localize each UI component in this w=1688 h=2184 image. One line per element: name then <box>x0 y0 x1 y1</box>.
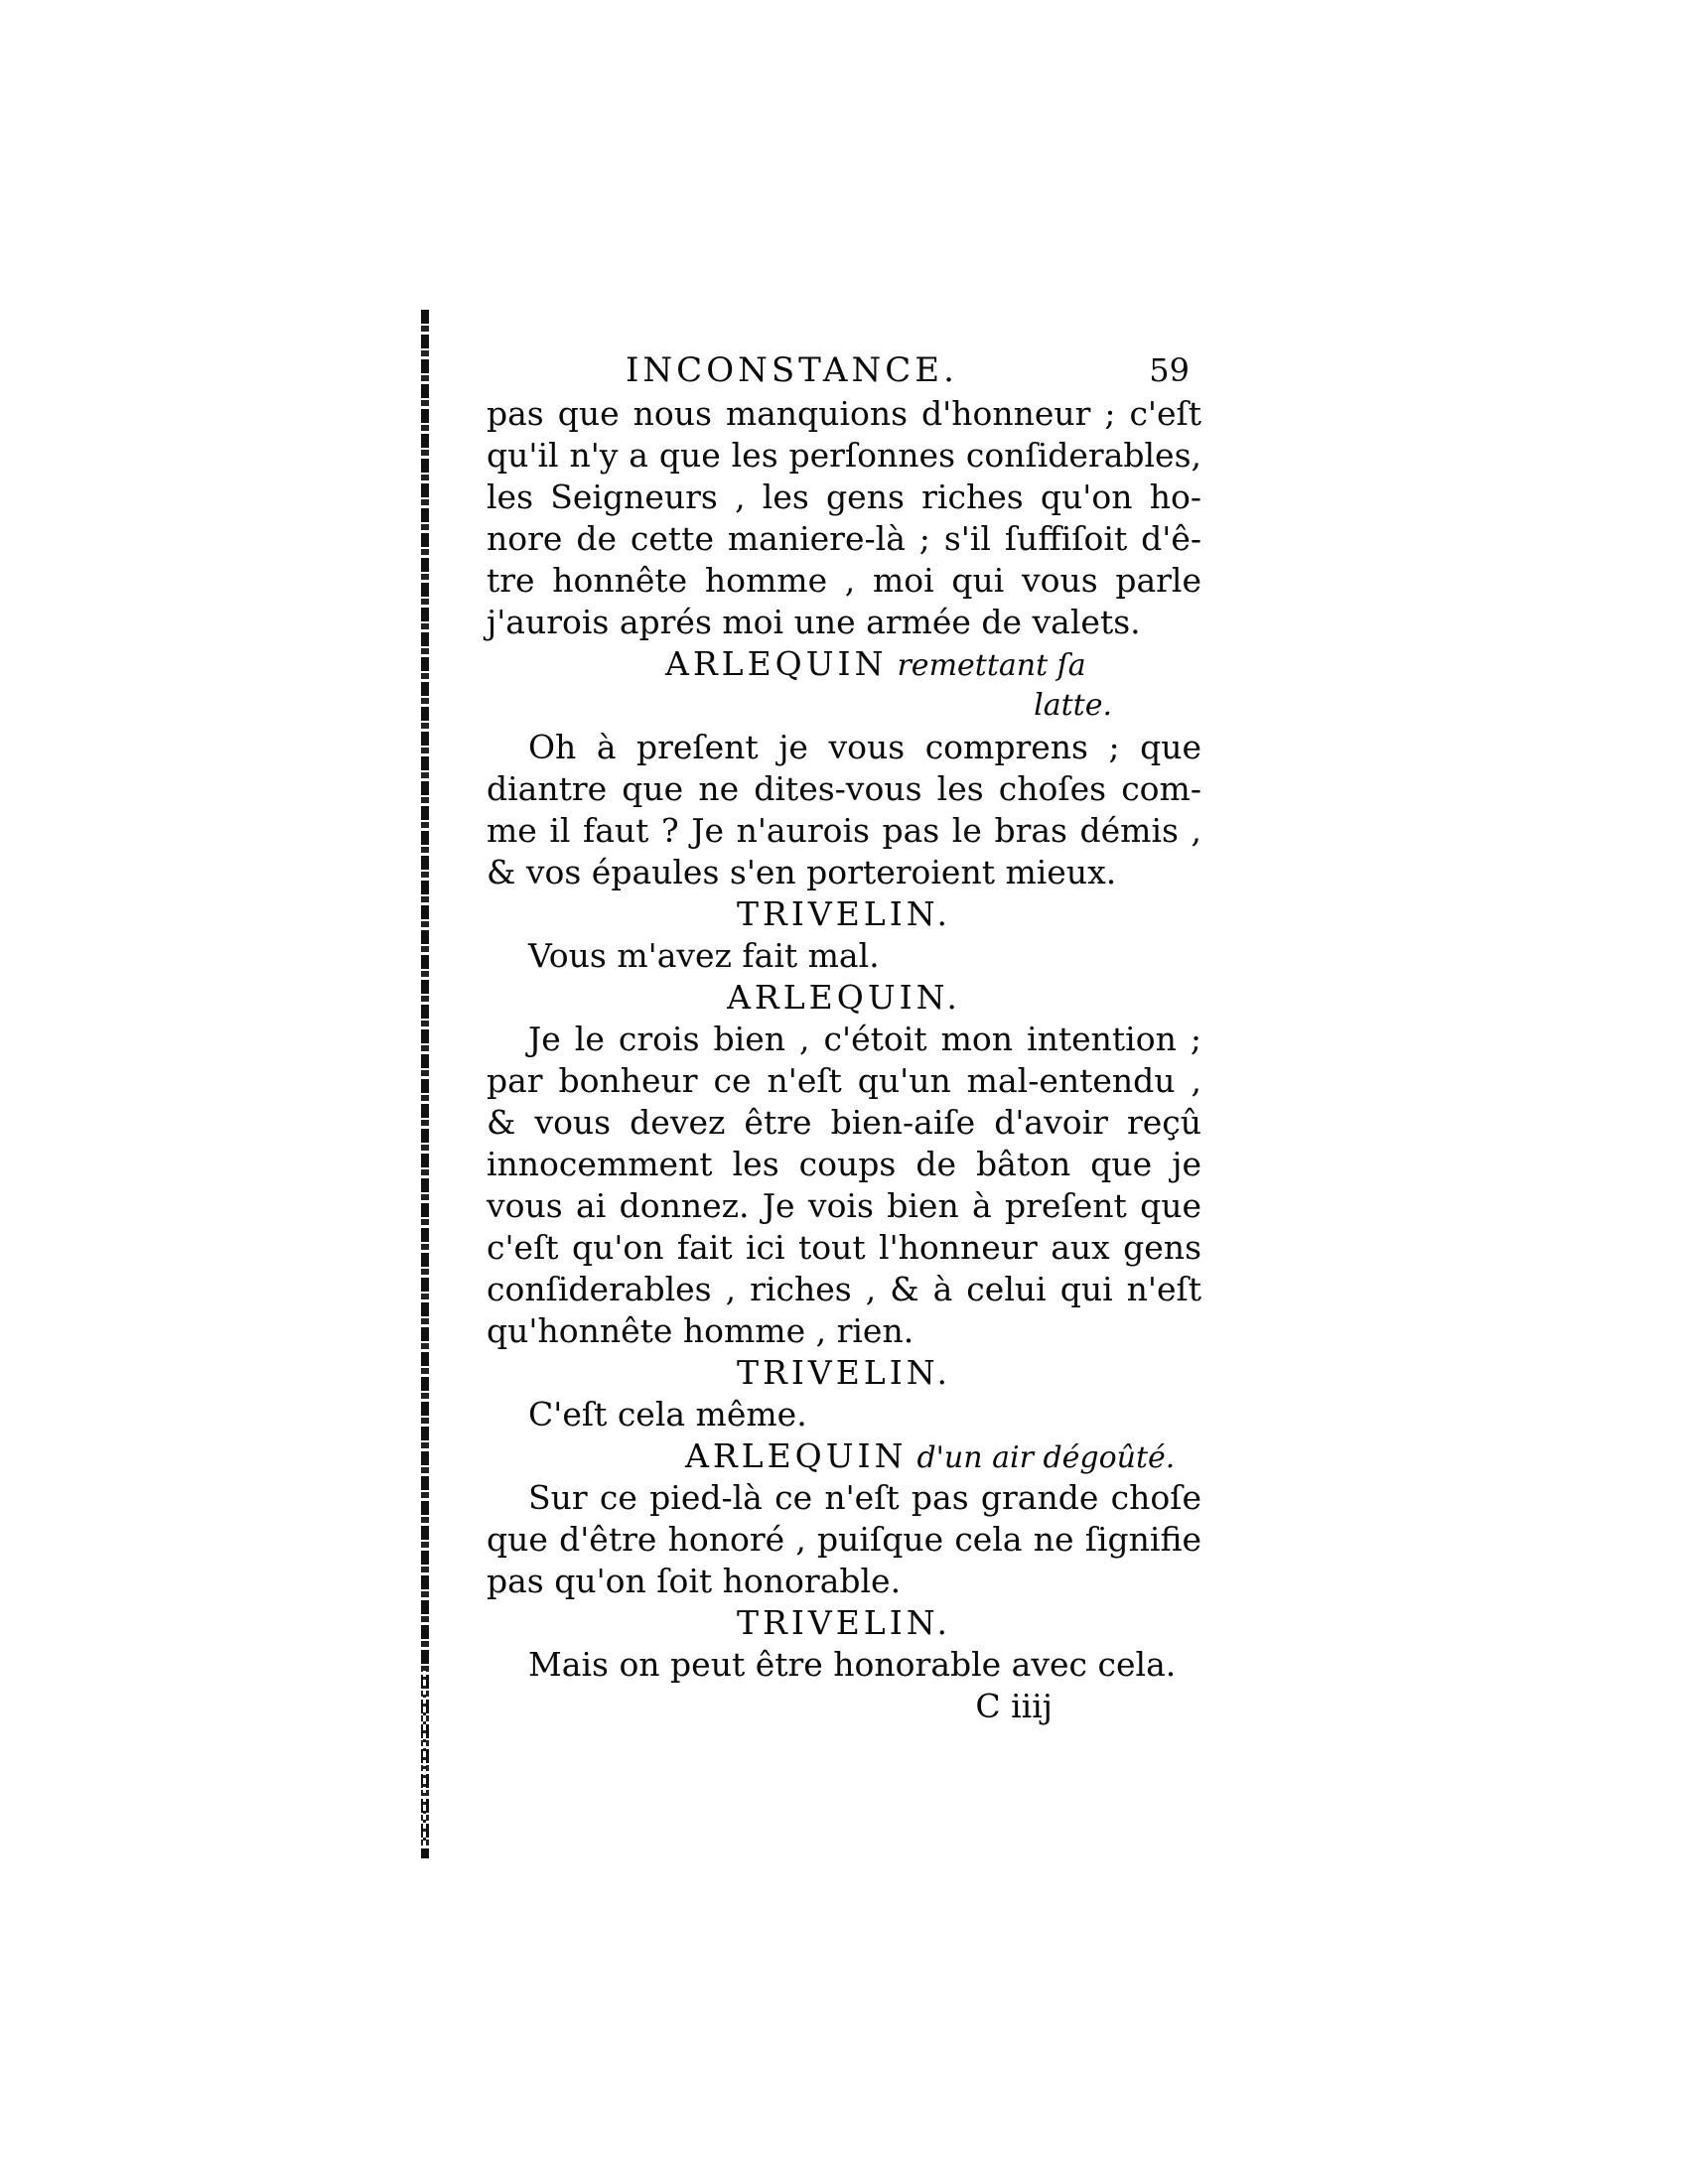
text-line: nore de cette maniere-là ; s'il ſuffiſoit d'ê- <box>487 519 1201 558</box>
speech-line: Vous m'avez fait mal. <box>528 936 880 975</box>
stage-direction: d'un air dégoûté. <box>916 1440 1176 1475</box>
text-line: Je le crois bien , c'étoit mon intention ; <box>528 1020 1201 1058</box>
text-line: me il faut ? Je n'aurois pas le bras démis , <box>487 811 1201 850</box>
text-line: j'aurois aprés moi une armée de valets. <box>487 603 1141 641</box>
page-number: 59 <box>1149 351 1190 389</box>
speaker-heading: TRIVELIN. <box>736 894 952 933</box>
text-line: vous ai donnez. Je vois bien à preſent que <box>487 1186 1201 1225</box>
speech-line: Mais on peut être honorable avec cela. <box>528 1645 1177 1684</box>
text-line: conſiderables , riches , & à celui qui n'eſt <box>487 1270 1201 1308</box>
passage-2 <box>487 727 1201 893</box>
text-line: pas que nous manquions d'honneur ; c'eſt <box>487 394 1201 433</box>
speaker-heading <box>487 643 1201 685</box>
speaker-heading: TRIVELIN. <box>736 1353 952 1392</box>
binding-edge <box>421 310 429 1858</box>
text-line: Oh à preſent je vous comprens ; que <box>528 728 1201 766</box>
text-line: Sur ce pied-là ce n'eſt pas grande choſe <box>528 1478 1201 1517</box>
text-line: c'eſt qu'on fait ici tout l'honneur aux gens <box>487 1228 1201 1267</box>
text-line: diantre que ne dites-vous les choſes com- <box>487 769 1201 808</box>
passage-4 <box>487 1019 1201 1352</box>
signature-mark: C iiij <box>975 1687 1053 1725</box>
speaker-name: ARLEQUIN <box>665 644 888 683</box>
page-header <box>487 349 1201 393</box>
passage-1 <box>487 393 1201 643</box>
speaker-heading <box>487 1435 1201 1477</box>
speech-line: C'eſt cela même. <box>528 1395 807 1433</box>
text-line: les Seigneurs , les gens riches qu'on ho- <box>487 478 1201 516</box>
text-line: qu'il n'y a que les perſonnes conſiderables, <box>487 436 1201 475</box>
binding-edge-lower <box>423 1668 426 1846</box>
passage-6 <box>487 1477 1201 1602</box>
speaker-name: ARLEQUIN <box>685 1436 908 1475</box>
text-line: qu'honnête homme , rien. <box>487 1311 914 1350</box>
text-line: & vous devez être bien-aiſe d'avoir reçû <box>487 1103 1201 1142</box>
text-line: & vos épaules s'en porteroient mieux. <box>487 853 1117 891</box>
text-line: que d'être honoré , puiſque cela ne ſignifie <box>487 1520 1201 1559</box>
stage-direction-continued: latte. <box>1034 688 1112 723</box>
text-line: pas qu'on ſoit honorable. <box>487 1562 902 1600</box>
speaker-heading: TRIVELIN. <box>736 1603 952 1642</box>
text-line: par bonheur ce n'eſt qu'un mal-entendu , <box>487 1061 1201 1100</box>
text-line: innocemment les coups de bâton que je <box>487 1145 1201 1183</box>
stage-direction: remettant ſa <box>897 648 1086 683</box>
speaker-heading: ARLEQUIN. <box>727 978 961 1017</box>
running-title: INCONSTANCE. <box>626 350 958 390</box>
text-block <box>487 349 1201 1727</box>
text-line: tre honnête homme , moi qui vous parle <box>487 561 1201 600</box>
